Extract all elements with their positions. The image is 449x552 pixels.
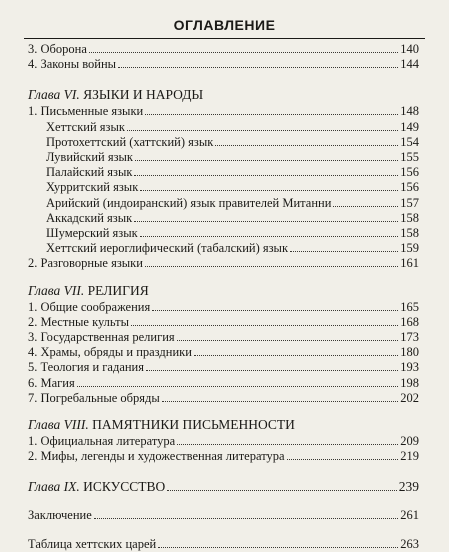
page-number: 173 [400,330,419,345]
page-number: 193 [400,360,419,375]
page-number: 159 [400,241,419,256]
leader-dots [162,401,398,402]
leader-dots [127,130,398,131]
page-number: 168 [400,314,419,329]
toc-subentry[interactable] [28,150,419,165]
toc-entry-label: Заключение [28,508,92,523]
toc-subentry[interactable] [28,226,419,241]
toc-subentry[interactable] [28,135,419,150]
chapter-heading-label [28,478,165,495]
toc-entry-label: 4. Законы войны [28,57,117,72]
chapter-7-heading[interactable] [28,282,419,299]
toc-entry-label: Аккадский язык [46,210,133,225]
leader-dots [134,221,398,222]
leader-dots [152,310,398,311]
chapter-title: ЯЗЫКИ И НАРОДЫ [83,87,204,103]
leader-dots [333,206,398,207]
page-number: 161 [400,256,419,271]
leader-dots [94,518,399,519]
chapter-title: РЕЛИГИЯ [87,282,149,298]
leader-dots [145,114,398,115]
toc-subentry[interactable] [28,196,419,211]
leader-dots [177,444,398,445]
page-number: 140 [400,42,419,56]
page-header [24,10,425,39]
toc-entry-label: Палайский язык [46,165,133,180]
page-number: 156 [400,180,419,195]
leader-dots [77,386,399,387]
leader-dots [167,490,397,491]
toc-entry[interactable] [28,449,419,464]
toc-entry-label: Таблица хеттских царей [28,536,157,551]
page-number: 198 [400,375,419,390]
toc-entry-conclusion[interactable] [28,508,419,523]
leader-dots [146,370,398,371]
toc-entry-label: Хеттский язык [46,119,125,134]
page-number: 149 [400,119,419,134]
toc-entry[interactable] [28,300,419,315]
toc-entry-label: 3. Оборона [28,42,87,56]
toc-entry-label: 1. Официальная литература [28,434,176,449]
chapter-8-heading[interactable] [28,416,419,433]
page-number: 239 [398,479,419,495]
page-number: 209 [400,434,419,449]
toc-entry-kings-table[interactable] [28,537,419,552]
toc-subentry[interactable] [28,211,419,226]
chapter-title: ИСКУССТВО [83,479,166,495]
leader-dots [89,52,398,53]
toc-entry[interactable] [28,330,419,345]
leader-dots [135,160,398,161]
toc-entry-label: Лувийский язык [46,150,133,165]
page-number: 261 [400,508,419,523]
leader-dots [134,175,398,176]
toc-entry-label: Протохеттский (хаттский) язык [46,134,214,149]
toc-entry-label: 2. Местные культы [28,314,130,329]
leader-dots [177,340,399,341]
leader-dots [131,325,398,326]
page-number: 202 [400,390,419,405]
toc-entry-label: 6. Магия [28,375,75,390]
page-number: 263 [400,536,419,551]
toc-entry-label: 3. Государственная религия [28,330,175,345]
toc-entry[interactable] [28,104,419,119]
leader-dots [215,145,398,146]
chapter-6-heading[interactable] [28,86,419,103]
chapter-prefix: Глава VI. [28,87,80,103]
chapter-prefix: Глава VII. [28,282,85,298]
toc-entry-defense[interactable] [28,42,419,57]
toc-entry-label: Арийский (индоиранский) язык правителей Митанни [46,195,332,210]
page-title: ОГЛАВЛЕНИЕ [173,17,276,33]
leader-dots [140,236,399,237]
leader-dots [118,67,398,68]
toc-entry[interactable] [28,434,419,449]
toc-subentry[interactable] [28,180,419,195]
page-number: 156 [400,165,419,180]
toc-entry-label: 4. Храмы, обряды и праздники [28,345,192,360]
leader-dots [140,190,398,191]
toc-entry[interactable] [28,391,419,406]
chapter-prefix: Глава IX. [28,479,80,495]
table-of-contents [28,42,419,552]
toc-entry-label: Хурритский язык [46,180,139,195]
toc-subentry[interactable] [28,165,419,180]
leader-dots [287,459,399,460]
toc-entry-label: 1. Общие соображения [28,299,151,314]
leader-dots [145,266,398,267]
toc-entry[interactable] [28,360,419,375]
toc-entry-label: 7. Погребальные обряды [28,390,160,405]
toc-entry-label: 1. Письменные языки [28,104,144,119]
toc-entry[interactable] [28,256,419,271]
page-number: 154 [400,134,419,149]
chapter-title: ПАМЯТНИКИ ПИСЬМЕННОСТИ [92,417,295,433]
toc-entry-label: Хеттский иероглифический (табалский) язык [46,241,289,256]
toc-entry-label: Шумерский язык [46,226,138,241]
chapter-prefix: Глава VIII. [28,417,89,433]
toc-entry-label: 5. Теология и гадания [28,360,144,375]
leader-dots [194,355,398,356]
page-number: 157 [400,195,419,210]
page-number: 219 [400,449,419,464]
page-number: 158 [400,210,419,225]
page-number: 158 [400,226,419,241]
page-number: 155 [400,150,419,165]
toc-entry-laws-of-war[interactable] [28,57,419,72]
chapter-9-entry[interactable] [28,478,419,495]
page-number: 148 [400,104,419,119]
toc-entry[interactable] [28,315,419,330]
toc-entry-label: 2. Разговорные языки [28,256,143,271]
toc-entry[interactable] [28,376,419,391]
toc-entry-label: 2. Мифы, легенды и художественная литература [28,449,285,464]
toc-subentry[interactable] [28,241,419,256]
page-number: 180 [400,345,419,360]
page-number: 144 [400,57,419,72]
toc-entry[interactable] [28,345,419,360]
page-number: 165 [400,299,419,314]
toc-subentry[interactable] [28,120,419,135]
leader-dots [290,251,398,252]
